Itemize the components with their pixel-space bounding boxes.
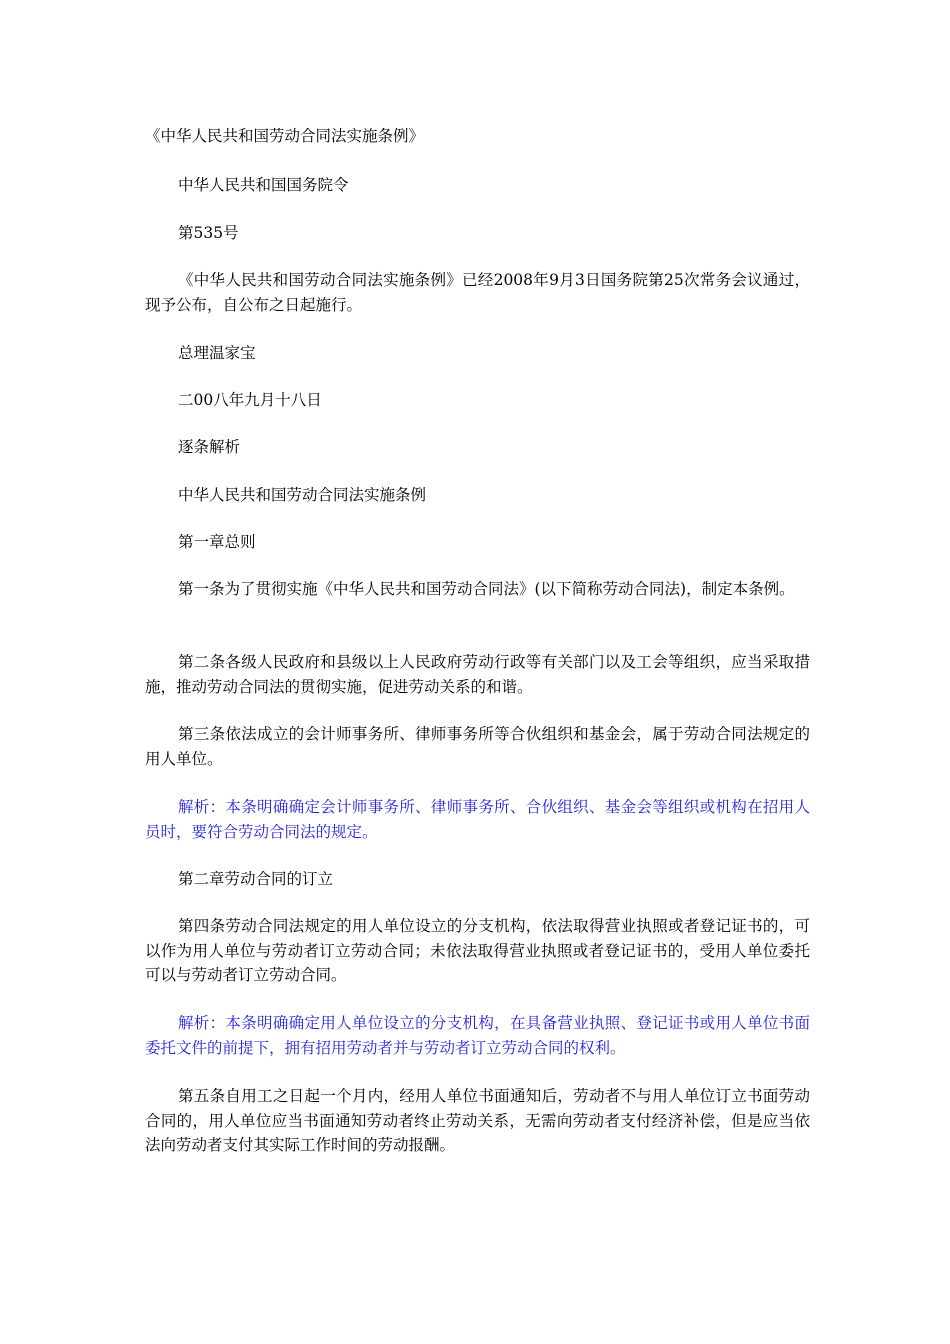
decree-announcement: 《中华人民共和国劳动合同法实施条例》已经2008年9月3日国务院第25次常务会议通过，现予公布，自公布之日起施行。: [145, 271, 810, 314]
premier-signature: 总理温家宝: [178, 344, 256, 362]
article-4: 第四条劳动合同法规定的用人单位设立的分支机构，依法取得营业执照或者登记证书的，可以作为用人单位与劳动者订立劳动合同；未依法取得营业执照或者登记证书的，受用人单位委托可以与劳动者订立劳动合同。: [145, 917, 810, 984]
decree-issuer: 中华人民共和国国务院令: [178, 176, 349, 194]
section-heading-analysis: 逐条解析: [178, 438, 241, 456]
decree-date: 二00八年九月十八日: [178, 391, 322, 409]
chapter-1-heading: 第一章总则: [178, 533, 256, 551]
article-5: 第五条自用工之日起一个月内，经用人单位书面通知后，劳动者不与用人单位订立书面劳动合同的，用人单位应当书面通知劳动者终止劳动关系，无需向劳动者支付经济补偿，但是应当依法向劳动者支付其实际工作时间的劳动报酬。: [145, 1087, 810, 1154]
article-1: 第一条为了贯彻实施《中华人民共和国劳动合同法》(以下简称劳动合同法)，制定本条例。: [178, 580, 795, 598]
article-4-analysis: 解析：本条明确确定用人单位设立的分支机构，在具备营业执照、登记证书或用人单位书面委托文件的前提下，拥有招用劳动者并与劳动者订立劳动合同的权利。: [145, 1014, 810, 1057]
article-2: 第二条各级人民政府和县级以上人民政府劳动行政等有关部门以及工会等组织，应当采取措施，推动劳动合同法的贯彻实施，促进劳动关系的和谐。: [145, 653, 810, 696]
decree-number: 第535号: [178, 224, 239, 242]
regulation-title: 中华人民共和国劳动合同法实施条例: [178, 486, 427, 504]
article-3: 第三条依法成立的会计师事务所、律师事务所等合伙组织和基金会，属于劳动合同法规定的用人单位。: [145, 725, 810, 768]
chapter-2-heading: 第二章劳动合同的订立: [178, 870, 334, 888]
article-3-analysis: 解析：本条明确确定会计师事务所、律师事务所、合伙组织、基金会等组织或机构在招用人员时，要符合劳动合同法的规定。: [145, 798, 810, 841]
document-title: 《中华人民共和国劳动合同法实施条例》: [145, 127, 425, 145]
